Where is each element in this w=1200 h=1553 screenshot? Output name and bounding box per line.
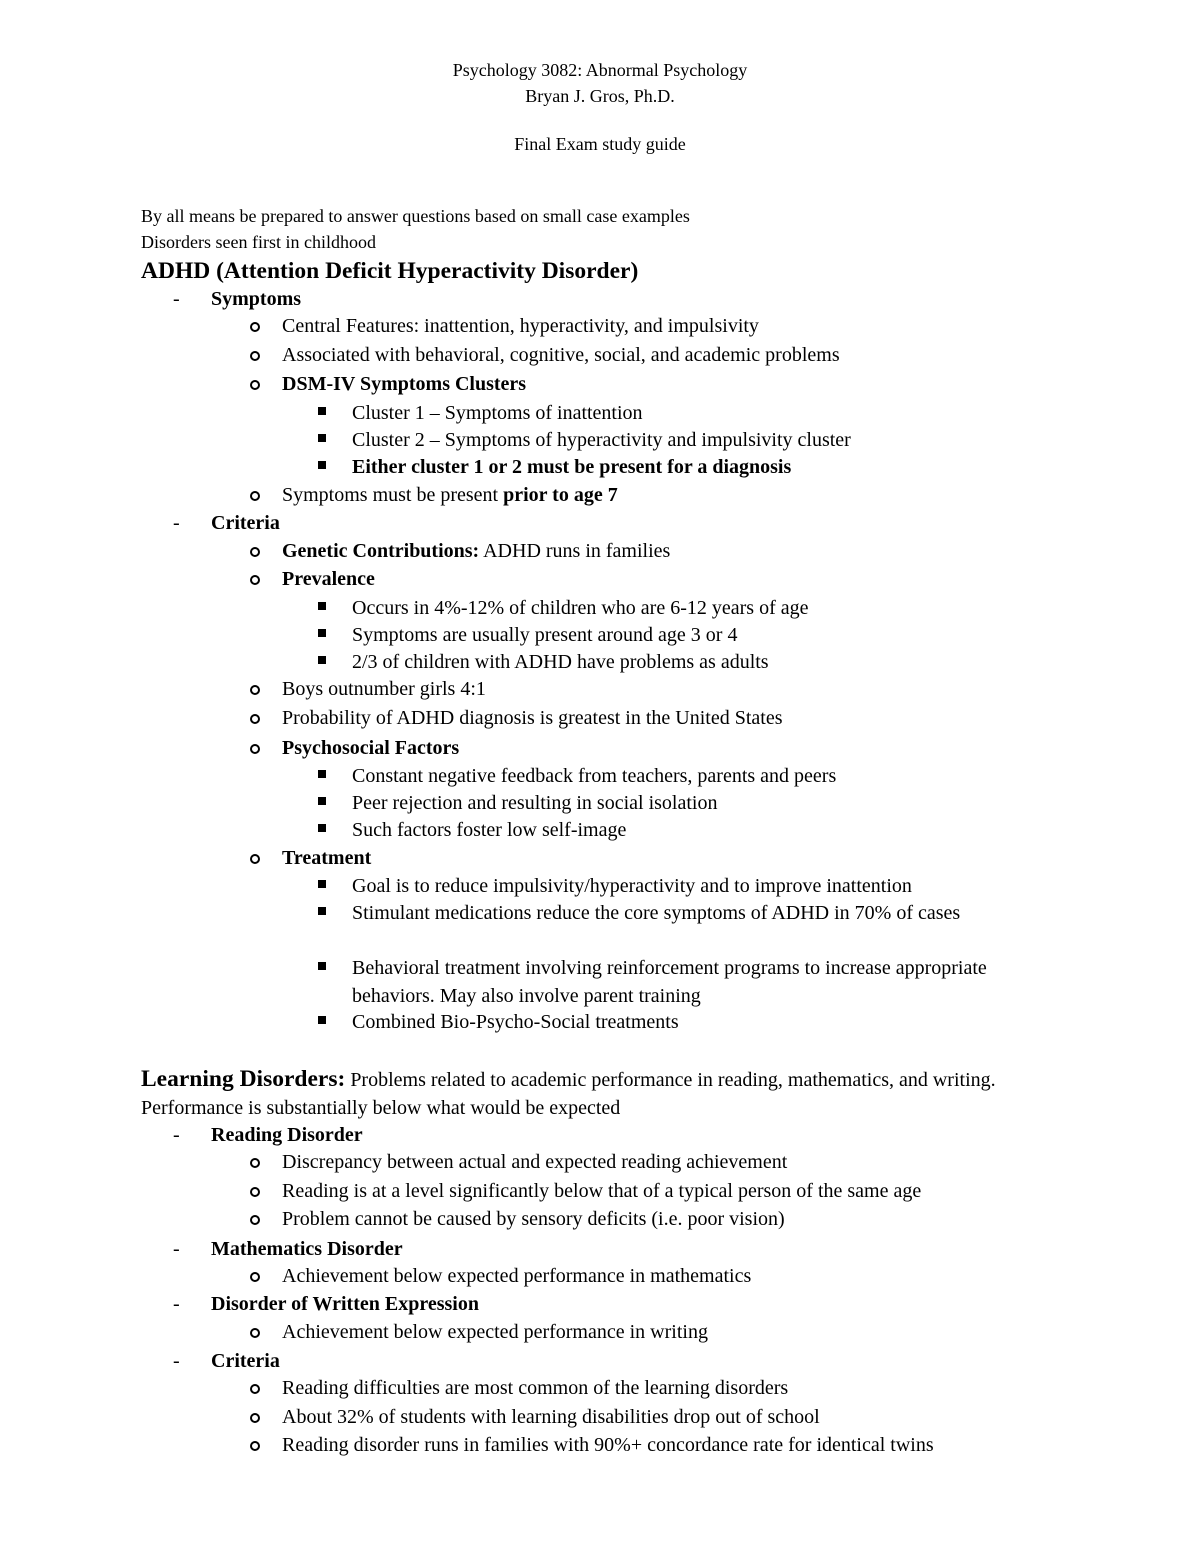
- genetic-text: ADHD runs in families: [479, 540, 671, 562]
- instructor-name: Bryan J. Gros, Ph.D.: [525, 86, 675, 106]
- square-bullet-icon: [318, 1016, 326, 1024]
- list-item: Goal is to reduce impulsivity/hyperactivity and to improve inattention: [352, 875, 912, 897]
- list-item: Boys outnumber girls 4:1: [282, 678, 486, 700]
- list-item: Achievement below expected performance in mathematics: [282, 1265, 752, 1287]
- list-item: Associated with behavioral, cognitive, social, and academic problems: [282, 344, 840, 366]
- list-item: About 32% of students with learning disabilities drop out of school: [282, 1406, 820, 1428]
- list-item: Probability of ADHD diagnosis is greatest in the United States: [282, 707, 783, 729]
- psychosocial-label: Psychosocial Factors: [282, 737, 460, 759]
- learning-heading: Learning Disorders:: [141, 1066, 346, 1092]
- list-item: Problem cannot be caused by sensory deficits (i.e. poor vision): [282, 1208, 785, 1230]
- list-item: Stimulant medications reduce the core symptoms of ADHD in 70% of cases: [352, 902, 961, 924]
- list-item: Achievement below expected performance in writing: [282, 1321, 708, 1343]
- square-bullet-icon: [318, 602, 326, 610]
- circle-bullet-icon: [250, 1384, 260, 1394]
- list-item: Peer rejection and resulting in social isolation: [352, 792, 718, 814]
- learning-disorders-intro: [141, 1065, 1041, 1122]
- list-item: Reading is at a level significantly below that of a typical person of the same age: [282, 1180, 922, 1202]
- list-item: Constant negative feedback from teachers, parents and peers: [352, 765, 837, 787]
- square-bullet-icon: [318, 434, 326, 442]
- list-item: Discrepancy between actual and expected reading achievement: [282, 1151, 788, 1173]
- dash-bullet-icon: -: [173, 1124, 180, 1146]
- circle-bullet-icon: [250, 491, 260, 501]
- dsm-label: DSM-IV Symptoms Clusters: [282, 373, 527, 395]
- list-item: [282, 537, 670, 565]
- list-item: Cluster 2 – Symptoms of hyperactivity and impulsivity cluster: [352, 429, 851, 451]
- circle-bullet-icon: [250, 1272, 260, 1282]
- prevalence-label: Prevalence: [282, 568, 375, 590]
- dash-bullet-icon: -: [173, 1238, 180, 1260]
- circle-bullet-icon: [250, 322, 260, 332]
- circle-bullet-icon: [250, 685, 260, 695]
- prior-text: Symptoms must be present: [282, 484, 504, 506]
- genetic-label: Genetic Contributions:: [282, 540, 480, 562]
- list-item: Occurs in 4%-12% of children who are 6-12 years of age: [352, 597, 809, 619]
- symptoms-label: Symptoms: [211, 288, 302, 310]
- square-bullet-icon: [318, 407, 326, 415]
- circle-bullet-icon: [250, 1441, 260, 1451]
- document-subtitle: Final Exam study guide: [514, 134, 686, 154]
- reading-disorder-label: Reading Disorder: [211, 1124, 363, 1146]
- list-item: Cluster 1 – Symptoms of inattention: [352, 402, 643, 424]
- circle-bullet-icon: [250, 380, 260, 390]
- circle-bullet-icon: [250, 744, 260, 754]
- square-bullet-icon: [318, 461, 326, 469]
- circle-bullet-icon: [250, 714, 260, 724]
- square-bullet-icon: [318, 797, 326, 805]
- list-item: 2/3 of children with ADHD have problems as adults: [352, 651, 769, 673]
- treatment-label: Treatment: [282, 847, 372, 869]
- list-item: Combined Bio-Psycho-Social treatments: [352, 1011, 679, 1033]
- course-title: Psychology 3082: Abnormal Psychology: [452, 60, 748, 80]
- intro-line-2: Disorders seen first in childhood: [141, 232, 376, 252]
- math-disorder-label: Mathematics Disorder: [211, 1238, 403, 1260]
- square-bullet-icon: [318, 629, 326, 637]
- circle-bullet-icon: [250, 547, 260, 557]
- circle-bullet-icon: [250, 351, 260, 361]
- list-item: [282, 481, 618, 509]
- square-bullet-icon: [318, 907, 326, 915]
- list-item: Such factors foster low self-image: [352, 819, 627, 841]
- dash-bullet-icon: -: [173, 1350, 180, 1372]
- circle-bullet-icon: [250, 854, 260, 864]
- square-bullet-icon: [318, 770, 326, 778]
- square-bullet-icon: [318, 656, 326, 664]
- learning-criteria-label: Criteria: [211, 1350, 280, 1372]
- circle-bullet-icon: [250, 575, 260, 585]
- list-item: Symptoms are usually present around age 3 or 4: [352, 624, 738, 646]
- square-bullet-icon: [318, 880, 326, 888]
- dash-bullet-icon: -: [173, 512, 180, 534]
- list-item: Reading difficulties are most common of the learning disorders: [282, 1377, 789, 1399]
- list-item: Reading disorder runs in families with 90%+ concordance rate for identical twins: [282, 1434, 934, 1456]
- square-bullet-icon: [318, 962, 326, 970]
- intro-line-1: By all means be prepared to answer questions based on small case examples: [141, 206, 690, 226]
- list-item: Either cluster 1 or 2 must be present for a diagnosis: [352, 456, 792, 478]
- criteria-label: Criteria: [211, 512, 280, 534]
- learning-description: Problems related to academic performance in reading, mathematics, and writing. Performance is substantially below what would be expected: [141, 1069, 996, 1119]
- circle-bullet-icon: [250, 1413, 260, 1423]
- circle-bullet-icon: [250, 1187, 260, 1197]
- written-expression-label: Disorder of Written Expression: [211, 1293, 479, 1315]
- adhd-heading: ADHD (Attention Deficit Hyperactivity Disorder): [141, 258, 639, 284]
- dash-bullet-icon: -: [173, 288, 180, 310]
- circle-bullet-icon: [250, 1158, 260, 1168]
- list-item: Central Features: inattention, hyperactivity, and impulsivity: [282, 315, 759, 337]
- circle-bullet-icon: [250, 1215, 260, 1225]
- list-item: Behavioral treatment involving reinforcement programs to increase appropriate behaviors. May also involve parent training: [352, 957, 987, 1007]
- circle-bullet-icon: [250, 1328, 260, 1338]
- dash-bullet-icon: -: [173, 1293, 180, 1315]
- prior-age: prior to age 7: [503, 484, 618, 506]
- square-bullet-icon: [318, 824, 326, 832]
